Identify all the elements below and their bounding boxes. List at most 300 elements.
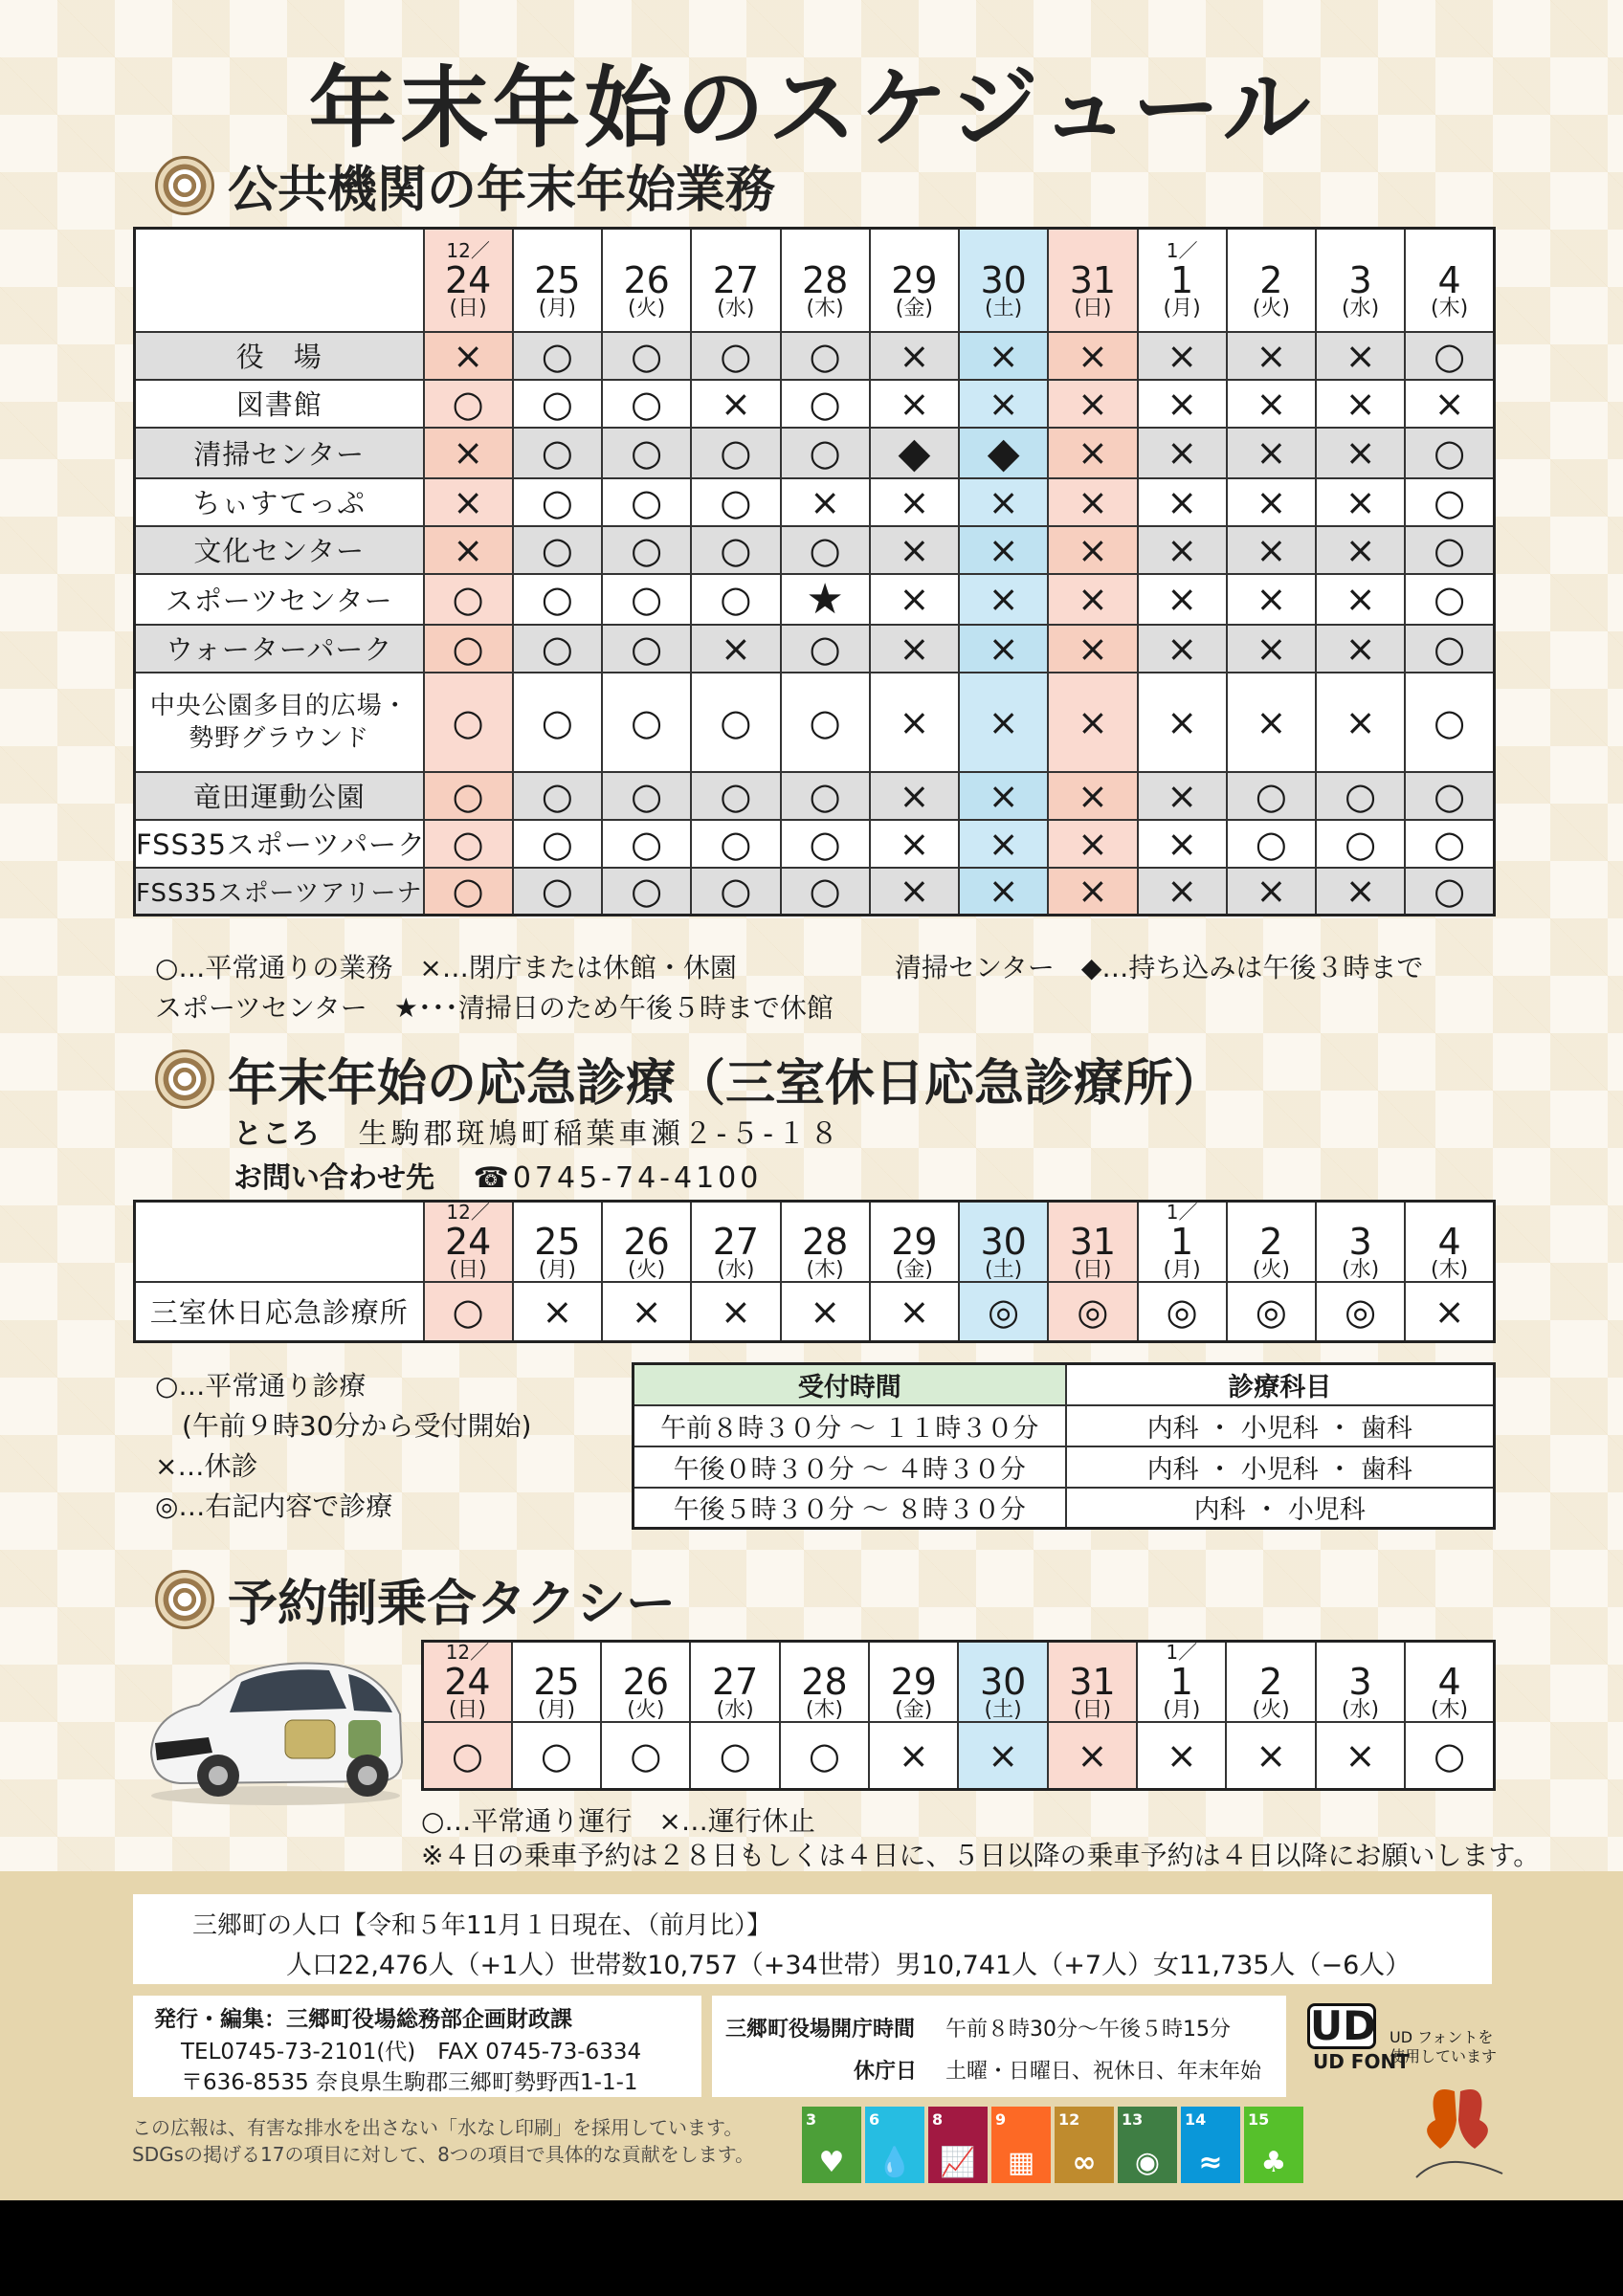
cross-closed-icon: × bbox=[1345, 334, 1376, 377]
sdg-goal-14 bbox=[1181, 2107, 1240, 2183]
tree-icon: ♣ bbox=[1260, 2146, 1287, 2179]
date-header bbox=[513, 1202, 602, 1283]
office-closed-label: 休庁日 bbox=[854, 2060, 918, 2084]
status-cell bbox=[424, 526, 513, 574]
facility-label: ウォーターパーク bbox=[135, 625, 424, 673]
status-cell bbox=[513, 428, 602, 478]
status-cell bbox=[1405, 574, 1494, 625]
date-weekday: (火) bbox=[627, 1698, 665, 1722]
status-cell bbox=[1405, 428, 1494, 478]
circle-open-icon: ○ bbox=[631, 480, 663, 523]
public-legend-1: ○…平常通りの業務 ×…閉庁または休館・休園 bbox=[155, 952, 737, 983]
phone-number: ☎0745-74-4100 bbox=[473, 1161, 763, 1195]
facility-label: 清掃センター bbox=[135, 428, 424, 478]
date-day: 24 bbox=[444, 1221, 492, 1263]
eco-line2: SDGsの掲げる17の項目に対して、8つの項目で具体的な貢献をします。 bbox=[132, 2143, 755, 2166]
cross-closed-icon: × bbox=[899, 334, 930, 377]
date-weekday: (月) bbox=[1163, 296, 1201, 320]
status-cell bbox=[1138, 772, 1227, 820]
date-weekday: (水) bbox=[717, 1258, 755, 1282]
status-cell bbox=[1048, 526, 1137, 574]
status-cell bbox=[781, 625, 870, 673]
status-cell bbox=[1405, 673, 1494, 772]
office-closed-value: 土曜・日曜日、祝休日、年末年始 bbox=[945, 2060, 1262, 2084]
date-weekday: (水) bbox=[716, 1698, 754, 1722]
status-cell bbox=[602, 625, 691, 673]
cross-closed-icon: × bbox=[1256, 431, 1287, 474]
status-cell bbox=[1316, 478, 1405, 526]
status-cell bbox=[513, 332, 602, 380]
office-hours-value: 午前８時30分〜午後５時15分 bbox=[945, 2018, 1231, 2042]
status-cell bbox=[691, 380, 780, 428]
cross-closed-icon: × bbox=[899, 1290, 930, 1333]
circle-open-icon: ○ bbox=[541, 528, 573, 571]
date-header bbox=[1316, 229, 1405, 332]
date-day: 1 bbox=[1170, 1221, 1194, 1263]
status-cell bbox=[424, 428, 513, 478]
cross-closed-icon: × bbox=[453, 528, 484, 571]
status-cell bbox=[602, 1282, 691, 1341]
cross-closed-icon: × bbox=[1077, 480, 1108, 523]
facility-label: スポーツセンター bbox=[135, 574, 424, 625]
circle-open-icon: ○ bbox=[808, 1733, 841, 1777]
cross-closed-icon: × bbox=[988, 822, 1019, 865]
cross-closed-icon: × bbox=[899, 700, 930, 743]
status-cell bbox=[1138, 380, 1227, 428]
date-weekday: (日) bbox=[449, 1258, 487, 1282]
circle-open-icon: ○ bbox=[1434, 480, 1466, 523]
cross-closed-icon: × bbox=[810, 480, 841, 523]
date-weekday: (土) bbox=[984, 1698, 1022, 1722]
status-cell bbox=[1405, 526, 1494, 574]
cross-closed-icon: × bbox=[988, 480, 1019, 523]
circle-open-icon: ○ bbox=[541, 431, 573, 474]
status-cell bbox=[1138, 478, 1227, 526]
taxi-legend: ○…平常通り運行 ×…運行休止 bbox=[421, 1805, 815, 1837]
date-weekday: (木) bbox=[806, 1258, 844, 1282]
population-box bbox=[133, 1894, 1492, 1984]
circle-open-icon: ○ bbox=[1434, 700, 1466, 743]
status-cell bbox=[691, 625, 780, 673]
circle-open-icon: ○ bbox=[1434, 774, 1466, 817]
date-day: 27 bbox=[712, 258, 760, 301]
cross-closed-icon: × bbox=[1345, 627, 1376, 670]
date-header bbox=[869, 1642, 958, 1723]
status-cell bbox=[781, 478, 870, 526]
facility-label: 図書館 bbox=[135, 380, 424, 428]
asanoha-emblem-icon bbox=[155, 156, 214, 215]
status-cell bbox=[1316, 820, 1405, 868]
date-weekday: (月) bbox=[538, 296, 576, 320]
cross-closed-icon: × bbox=[1077, 700, 1108, 743]
status-cell bbox=[691, 526, 780, 574]
date-day: 3 bbox=[1348, 1221, 1372, 1263]
date-weekday: (日) bbox=[449, 296, 487, 320]
section-emergency-title: 年末年始の応急診療（三室休日応急診療所） bbox=[228, 1055, 1224, 1113]
eco-print-note bbox=[132, 2114, 754, 2168]
circle-open-icon: ○ bbox=[809, 431, 841, 474]
status-cell bbox=[1405, 1282, 1494, 1341]
circle-open-icon: ○ bbox=[809, 822, 841, 865]
status-cell bbox=[959, 673, 1048, 772]
water-drop-icon: 💧 bbox=[877, 2146, 913, 2179]
cross-closed-icon: × bbox=[720, 627, 751, 670]
date-weekday: (木) bbox=[1430, 1698, 1469, 1722]
hours-time: 午後５時３０分 ～ ８時３０分 bbox=[634, 1488, 1066, 1529]
page-title: 年末年始のスケジュール bbox=[308, 57, 1315, 160]
status-cell bbox=[959, 428, 1048, 478]
circle-open-icon: ○ bbox=[720, 700, 752, 743]
circle-open-icon: ○ bbox=[720, 870, 752, 913]
section-emergency-heading bbox=[155, 1043, 1223, 1115]
status-cell bbox=[959, 332, 1048, 380]
date-header bbox=[781, 229, 870, 332]
circle-open-icon: ○ bbox=[631, 822, 663, 865]
cross-closed-icon: × bbox=[899, 822, 930, 865]
cross-closed-icon: × bbox=[1077, 774, 1108, 817]
date-header bbox=[690, 1642, 779, 1723]
status-cell bbox=[1405, 1722, 1494, 1789]
date-day: 28 bbox=[801, 258, 849, 301]
growth-chart-icon: 📈 bbox=[940, 2146, 976, 2179]
status-cell bbox=[1048, 332, 1137, 380]
butterfly-logo-icon bbox=[1397, 2082, 1522, 2187]
status-cell bbox=[1316, 673, 1405, 772]
status-cell bbox=[1316, 428, 1405, 478]
status-cell bbox=[424, 1282, 513, 1341]
circle-open-icon: ○ bbox=[720, 774, 752, 817]
status-cell bbox=[1137, 1722, 1226, 1789]
cross-closed-icon: × bbox=[1345, 700, 1376, 743]
status-cell bbox=[602, 428, 691, 478]
emergency-legend bbox=[155, 1366, 531, 1527]
date-weekday: (土) bbox=[985, 1258, 1023, 1282]
status-cell bbox=[1227, 380, 1316, 428]
clinic-contact bbox=[233, 1154, 762, 1196]
date-day: 26 bbox=[622, 1661, 669, 1703]
eye-globe-icon: ◉ bbox=[1134, 2146, 1161, 2179]
circle-open-icon: ○ bbox=[631, 870, 663, 913]
status-cell bbox=[959, 1282, 1048, 1341]
clinic-address bbox=[233, 1110, 842, 1152]
status-cell bbox=[959, 625, 1048, 673]
status-cell bbox=[870, 526, 959, 574]
ud-font-logo-text: UD FONT bbox=[1313, 2050, 1410, 2073]
status-cell bbox=[781, 380, 870, 428]
date-header bbox=[1138, 229, 1227, 332]
circle-open-icon: ○ bbox=[809, 774, 841, 817]
date-day: 25 bbox=[533, 1661, 580, 1703]
date-header bbox=[691, 229, 780, 332]
date-header bbox=[1316, 1642, 1405, 1723]
status-cell bbox=[959, 478, 1048, 526]
cross-closed-icon: × bbox=[988, 382, 1019, 425]
sdg-number: 13 bbox=[1122, 2110, 1144, 2129]
status-cell bbox=[424, 332, 513, 380]
cross-closed-icon: × bbox=[988, 528, 1019, 571]
cross-closed-icon: × bbox=[988, 578, 1019, 620]
table-row bbox=[135, 868, 1495, 916]
date-weekday: (水) bbox=[1342, 1258, 1380, 1282]
status-cell bbox=[869, 1722, 958, 1789]
circle-open-icon: ○ bbox=[809, 700, 841, 743]
date-day: 24 bbox=[444, 258, 492, 301]
status-cell bbox=[513, 1282, 602, 1341]
date-header bbox=[513, 229, 602, 332]
cross-closed-icon: × bbox=[1256, 627, 1287, 670]
cross-closed-icon: × bbox=[1077, 870, 1108, 913]
double-circle-icon: ◎ bbox=[1255, 1290, 1287, 1333]
cross-closed-icon: × bbox=[988, 627, 1019, 670]
status-cell bbox=[1316, 574, 1405, 625]
circle-open-icon: ○ bbox=[719, 1733, 751, 1777]
status-cell bbox=[959, 574, 1048, 625]
date-header bbox=[424, 229, 513, 332]
bottom-black-band bbox=[0, 2200, 1623, 2296]
circle-open-icon: ○ bbox=[540, 1733, 573, 1777]
facility-label: 中央公園多目的広場・ 勢野グラウンド bbox=[135, 673, 424, 772]
cross-closed-icon: × bbox=[899, 480, 930, 523]
status-cell bbox=[1227, 478, 1316, 526]
status-cell bbox=[1226, 1722, 1315, 1789]
public-legend-2: 清掃センター ◆…持ち込みは午後３時まで bbox=[895, 952, 1424, 983]
date-day: 30 bbox=[980, 1221, 1027, 1263]
cross-closed-icon: × bbox=[1345, 480, 1376, 523]
status-cell bbox=[513, 673, 602, 772]
facility-label: 文化センター bbox=[135, 526, 424, 574]
status-cell bbox=[1316, 332, 1405, 380]
table-row bbox=[135, 526, 1495, 574]
circle-open-icon: ○ bbox=[631, 334, 663, 377]
cross-closed-icon: × bbox=[1077, 334, 1108, 377]
status-cell bbox=[602, 673, 691, 772]
status-cell bbox=[1048, 772, 1137, 820]
cross-closed-icon: × bbox=[1256, 334, 1287, 377]
publisher-box bbox=[133, 1996, 701, 2097]
status-cell bbox=[1405, 478, 1494, 526]
status-cell bbox=[781, 1282, 870, 1341]
cross-closed-icon: × bbox=[988, 334, 1019, 377]
date-weekday: (金) bbox=[895, 1258, 933, 1282]
status-cell bbox=[1227, 428, 1316, 478]
date-weekday: (木) bbox=[1431, 296, 1469, 320]
date-header bbox=[1048, 1202, 1137, 1283]
status-cell bbox=[959, 820, 1048, 868]
date-header bbox=[423, 1642, 512, 1723]
table-row bbox=[135, 332, 1495, 380]
date-header bbox=[1226, 1642, 1315, 1723]
cross-closed-icon: × bbox=[899, 528, 930, 571]
date-header bbox=[512, 1642, 601, 1723]
ud-font-text: UD フォントを 使用しています bbox=[1390, 2028, 1498, 2065]
date-weekday: (火) bbox=[1252, 1698, 1290, 1722]
table-row bbox=[135, 625, 1495, 673]
heartbeat-icon: ♥ bbox=[818, 2146, 845, 2179]
circle-open-icon: ○ bbox=[720, 822, 752, 865]
status-cell bbox=[513, 574, 602, 625]
sdg-goal-6 bbox=[865, 2107, 924, 2183]
sdg-goal-8 bbox=[928, 2107, 988, 2183]
date-header bbox=[870, 1202, 959, 1283]
status-cell bbox=[513, 380, 602, 428]
public-schedule-table bbox=[133, 227, 1496, 916]
date-weekday: (火) bbox=[628, 1258, 666, 1282]
facility-label: 役 場 bbox=[135, 332, 424, 380]
status-cell bbox=[959, 772, 1048, 820]
status-cell bbox=[691, 332, 780, 380]
circle-open-icon: ○ bbox=[720, 334, 752, 377]
status-cell bbox=[781, 868, 870, 916]
date-day: 29 bbox=[891, 258, 938, 301]
table-row bbox=[135, 574, 1495, 625]
circle-open-icon: ○ bbox=[1434, 334, 1466, 377]
circle-open-icon: ○ bbox=[541, 700, 573, 743]
section-taxi-heading bbox=[155, 1563, 676, 1635]
circle-open-icon: ○ bbox=[809, 627, 841, 670]
date-weekday: (火) bbox=[628, 296, 666, 320]
date-day: 3 bbox=[1348, 1661, 1372, 1703]
star-icon: ★ bbox=[806, 574, 844, 624]
status-cell bbox=[781, 574, 870, 625]
circle-open-icon: ○ bbox=[451, 1733, 483, 1777]
status-cell bbox=[870, 1282, 959, 1341]
circle-open-icon: ○ bbox=[631, 774, 663, 817]
status-cell bbox=[691, 673, 780, 772]
date-weekday: (日) bbox=[448, 1698, 486, 1722]
status-cell bbox=[602, 332, 691, 380]
date-weekday: (月) bbox=[537, 1698, 576, 1722]
department-header: 診療科目 bbox=[1066, 1364, 1495, 1405]
status-cell bbox=[691, 868, 780, 916]
status-cell bbox=[781, 428, 870, 478]
status-cell bbox=[1227, 868, 1316, 916]
cross-closed-icon: × bbox=[1167, 627, 1198, 670]
sdg-goal-15 bbox=[1244, 2107, 1303, 2183]
date-weekday: (日) bbox=[1074, 296, 1112, 320]
status-cell bbox=[1405, 332, 1494, 380]
status-cell bbox=[781, 820, 870, 868]
status-cell bbox=[1138, 868, 1227, 916]
cross-closed-icon: × bbox=[1345, 1733, 1376, 1777]
status-cell bbox=[1138, 820, 1227, 868]
date-day: 1 bbox=[1169, 1661, 1193, 1703]
status-cell bbox=[870, 428, 959, 478]
date-header bbox=[959, 229, 1048, 332]
sdg-goal-12 bbox=[1055, 2107, 1114, 2183]
circle-open-icon: ○ bbox=[1434, 431, 1466, 474]
cross-closed-icon: × bbox=[1345, 528, 1376, 571]
circle-open-icon: ○ bbox=[1345, 822, 1377, 865]
cross-closed-icon: × bbox=[1077, 1733, 1108, 1777]
sdgs-icons bbox=[802, 2107, 1303, 2183]
cross-closed-icon: × bbox=[1256, 528, 1287, 571]
status-cell bbox=[690, 1722, 779, 1789]
circle-open-icon: ○ bbox=[452, 382, 484, 425]
cross-closed-icon: × bbox=[899, 382, 930, 425]
status-cell bbox=[870, 478, 959, 526]
circle-open-icon: ○ bbox=[631, 382, 663, 425]
date-weekday: (木) bbox=[806, 296, 844, 320]
status-cell bbox=[602, 868, 691, 916]
date-header bbox=[601, 1642, 690, 1723]
date-weekday: (月) bbox=[1163, 1258, 1201, 1282]
date-day: 2 bbox=[1259, 1661, 1283, 1703]
status-cell bbox=[1316, 1722, 1405, 1789]
status-cell bbox=[424, 820, 513, 868]
cross-closed-icon: × bbox=[1256, 382, 1287, 425]
hours-dept: 内科 ・ 小児科 bbox=[1066, 1488, 1495, 1529]
sdg-number: 15 bbox=[1248, 2110, 1270, 2129]
date-day: 29 bbox=[891, 1221, 938, 1263]
circle-open-icon: ○ bbox=[452, 822, 484, 865]
status-cell bbox=[602, 820, 691, 868]
status-cell bbox=[1227, 673, 1316, 772]
cross-closed-icon: × bbox=[899, 870, 930, 913]
date-header bbox=[1137, 1642, 1226, 1723]
status-cell bbox=[870, 625, 959, 673]
date-day: 31 bbox=[1069, 1661, 1116, 1703]
cross-closed-icon: × bbox=[988, 870, 1019, 913]
status-cell bbox=[424, 772, 513, 820]
ud-font-logo-mark: UD bbox=[1307, 2003, 1376, 2049]
cross-closed-icon: × bbox=[1167, 431, 1198, 474]
sdg-number: 14 bbox=[1185, 2110, 1207, 2129]
date-day: 24 bbox=[444, 1661, 491, 1703]
clinic-hours-table bbox=[632, 1362, 1496, 1530]
date-header bbox=[1227, 1202, 1316, 1283]
taxi-car-icon bbox=[142, 1638, 410, 1810]
status-cell bbox=[870, 574, 959, 625]
status-cell bbox=[1048, 868, 1137, 916]
status-cell bbox=[424, 478, 513, 526]
date-weekday: (水) bbox=[1341, 1698, 1380, 1722]
place-label: ところ bbox=[233, 1117, 320, 1151]
date-header bbox=[1048, 229, 1137, 332]
status-cell bbox=[1316, 772, 1405, 820]
circle-open-icon: ○ bbox=[631, 700, 663, 743]
date-header bbox=[602, 229, 691, 332]
circle-open-icon: ○ bbox=[1434, 822, 1466, 865]
circle-open-icon: ○ bbox=[809, 870, 841, 913]
status-cell bbox=[1138, 428, 1227, 478]
date-weekday: (土) bbox=[985, 296, 1023, 320]
cross-closed-icon: × bbox=[1256, 700, 1287, 743]
cross-closed-icon: × bbox=[1077, 382, 1108, 425]
circle-open-icon: ○ bbox=[1255, 774, 1287, 817]
circle-open-icon: ○ bbox=[541, 578, 573, 620]
circle-open-icon: ○ bbox=[541, 627, 573, 670]
cross-closed-icon: × bbox=[899, 774, 930, 817]
status-cell bbox=[691, 1282, 780, 1341]
cross-closed-icon: × bbox=[1077, 528, 1108, 571]
date-day: 2 bbox=[1259, 258, 1283, 301]
diamond-icon: ◆ bbox=[898, 428, 931, 477]
emergency-schedule-table bbox=[133, 1200, 1496, 1343]
status-cell bbox=[691, 772, 780, 820]
status-cell bbox=[1048, 1722, 1137, 1789]
date-day: 28 bbox=[801, 1221, 849, 1263]
cross-closed-icon: × bbox=[988, 1733, 1019, 1777]
status-cell bbox=[959, 868, 1048, 916]
status-cell bbox=[781, 673, 870, 772]
status-cell bbox=[1405, 820, 1494, 868]
public-legend-3: スポーツセンター ★･･･清掃日のため午後５時まで休館 bbox=[155, 992, 834, 1024]
date-day: 25 bbox=[534, 258, 581, 301]
cross-closed-icon: × bbox=[1256, 1733, 1287, 1777]
fish-icon: ≈ bbox=[1198, 2146, 1223, 2179]
status-cell bbox=[512, 1722, 601, 1789]
section-public-heading bbox=[155, 149, 775, 221]
